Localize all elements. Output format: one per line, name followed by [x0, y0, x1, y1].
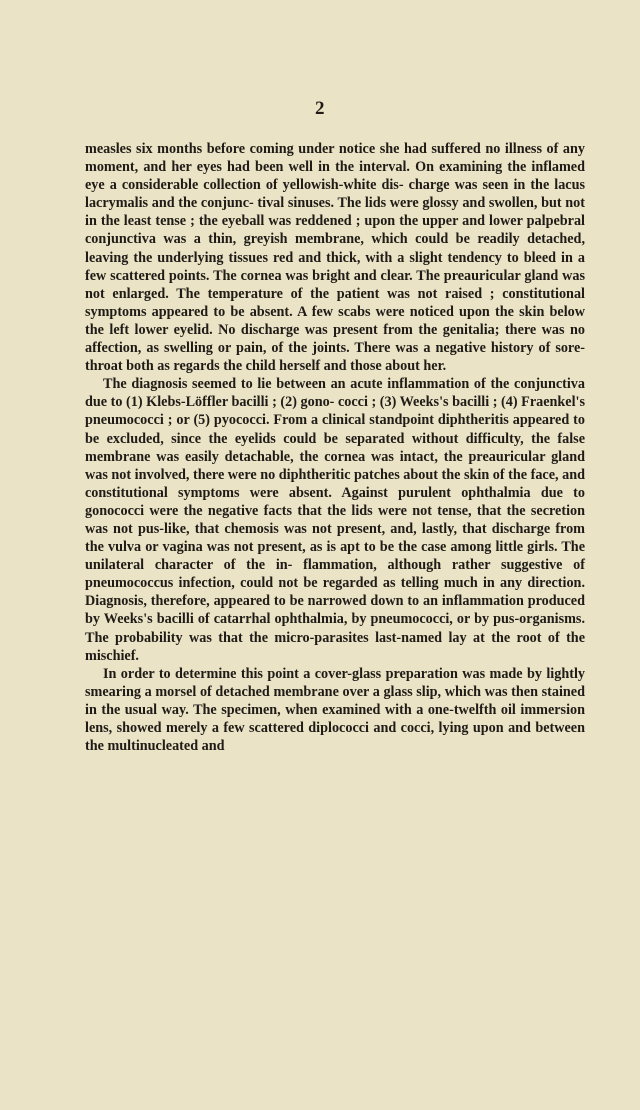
paragraph-continued: measles six months before coming under notice she had suffered no illness of any moment, and her eyes had been well in the interval. On examining the inflamed eye a considerable collection of yellowish-white dis- charge was seen in the lacus lacrymalis and the conjunc- tival sinuses. The lids were glossy and swollen, but not in the least tense ; the eyeball was reddened ; upon the upper and lower palpebral conjunctiva was a thin, greyish membrane, which could be readily detached, leaving the underlying tissues red and thick, with a slight tendency to bleed in a few scattered points. The cornea was bright and clear. The preauricular gland was not enlarged. The temperature of the patient was not raised ; constitutional symptoms appeared to be absent. A few scabs were noticed upon the skin below the left lower eyelid. No discharge was present from the genitalia; there was no affection, as swelling or pain, of the joints. There was a negative history of sore- throat both as regards the child herself and those about her. [85, 141, 585, 375]
page-number: 2 [315, 98, 325, 119]
paragraph-cover-glass: In order to determine this point a cover-glass preparation was made by lightly smearing a morsel of detached membrane over a glass slip, which was then stained in the usual way. The specimen, when examined with a one-twelfth oil immersion lens, showed merely a few scattered diplococci and cocci, lying upon and between the multinucleated and [85, 665, 585, 755]
body-text [85, 140, 585, 755]
paragraph-diagnosis: The diagnosis seemed to lie between an acute inflammation of the conjunctiva due to (1) Klebs-Löffler bacilli ; (2) gono- cocci ; (3) Weeks's bacilli ; (4) Fraenkel's pneumococci ; or (5) pyococci. From a clinical standpoint diphtheritis appeared to be excluded, since the eyelids could be separated without difficulty, the false membrane was easily detachable, the cornea was intact, the preauricular gland was not involved, there were no diphtheritic patches about the skin of the face, and constitutional symptoms were absent. Against purulent ophthalmia due to gonococci were the negative facts that the lids were not tense, that the secretion was not pus-like, that chemosis was not present, and, lastly, that discharge from the vulva or vagina was not present, as is apt to be the case among little girls. The unilateral character of the in- flammation, although rather suggestive of pneumococcus infection, could not be regarded as telling much in any direction. Diagnosis, therefore, appeared to be narrowed down to an inflammation produced by Weeks's bacilli of catarrhal ophthalmia, by pneumococci, or by pus-organisms. The probability was that the micro-parasites last-named lay at the root of the mischief. [85, 376, 585, 664]
